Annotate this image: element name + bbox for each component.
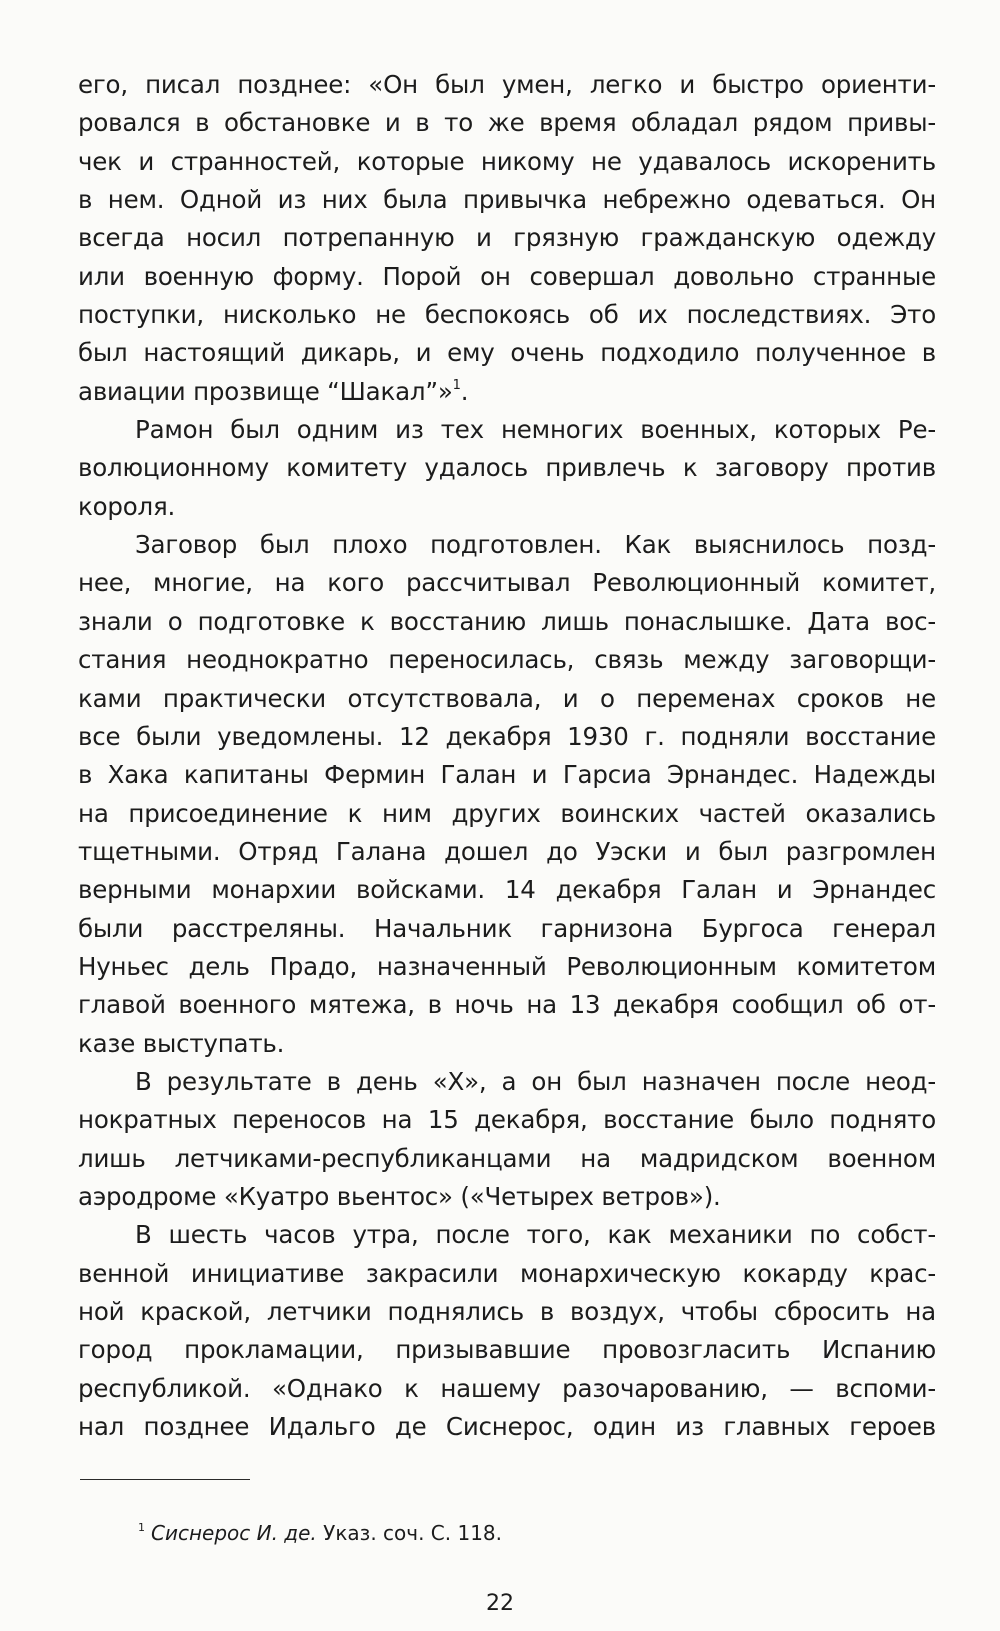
text-line: волюционному комитету удалось привлечь к заговору против (78, 453, 936, 483)
text-line: Нуньес дель Прадо, назначенный Революционным комитетом (78, 951, 936, 981)
text-line: лишь летчиками-республиканцами на мадридском военном (78, 1143, 936, 1173)
text-line: Заговор был плохо подготовлен. Как выяснилось позд- (135, 530, 936, 560)
text-line: город прокламации, призывавшие провозгласить Испанию (78, 1335, 936, 1365)
text-line: в Хака капитаны Фермин Галан и Гарсиа Эрнандес. Надежды (78, 760, 936, 790)
text-line: венной инициативе закрасили монархическую кокарду крас- (78, 1258, 936, 1288)
text-line-punctuation: . (460, 376, 469, 406)
text-line: или военную форму. Порой он совершал довольно странные (78, 261, 936, 291)
text-line: В результате в день «Х», а он был назначен после неод- (135, 1066, 936, 1096)
text-line: чек и странностей, которые никому не удавалось искоренить (78, 146, 936, 176)
text-line: знали о подготовке к восстанию лишь понаслышке. Дата вос- (78, 606, 936, 636)
text-line: Рамон был одним из тех немногих военных, которых Ре- (135, 415, 936, 445)
text-line: ками практически отсутствовала, и о переменах сроков не (78, 683, 936, 713)
text-line: В шесть часов утра, после того, как механики по собст- (135, 1220, 936, 1250)
text-line-content: авиации прозвище “Шакал”» (78, 376, 453, 406)
main-text (78, 66, 936, 1446)
text-line: республикой. «Однако к нашему разочарованию, — вспоми- (78, 1373, 936, 1403)
text-line: нал позднее Идальго де Сиснерос, один из главных героев (78, 1412, 936, 1442)
text-line (78, 373, 936, 411)
text-line: были расстреляны. Начальник гарнизона Бургоса генерал (78, 913, 936, 943)
text-line: в нем. Одной из них была привычка небрежно одеваться. Он (78, 185, 936, 215)
text-line: главой военного мятежа, в ночь на 13 декабря сообщил об от- (78, 990, 936, 1020)
text-line: поступки, нисколько не беспокоясь об их последствиях. Это (78, 300, 936, 330)
text-line: всегда носил потрепанную и грязную гражданскую одежду (78, 223, 936, 253)
text-line: был настоящий дикарь, и ему очень подходило полученное в (78, 338, 936, 368)
text-line: аэродроме «Куатро вьентос» («Четырех ветров»). (78, 1181, 721, 1211)
text-line: ровался в обстановке и в то же время обладал рядом привы- (78, 108, 936, 138)
footnote-number: 1 (138, 1521, 145, 1534)
text-line: на присоединение к ним других воинских частей оказались (78, 798, 936, 828)
text-line: нее, многие, на кого рассчитывал Революционный комитет, (78, 568, 936, 598)
text-line: казе выступать. (78, 1028, 285, 1058)
text-line: стания неоднократно переносилась, связь между заговорщи- (78, 645, 936, 675)
text-line: его, писал позднее: «Он был умен, легко и быстро ориенти- (78, 70, 936, 99)
footnote-source: Указ. соч. С. 118. (323, 1521, 503, 1545)
footnote-reference: 1 (452, 377, 461, 393)
page-number: 22 (486, 1591, 514, 1616)
text-line: тщетными. Отряд Галана дошел до Уэски и был разгромлен (78, 836, 936, 866)
text-line: ной краской, летчики поднялись в воздух, чтобы сбросить на (78, 1297, 936, 1326)
footnote-author: Сиснерос И. де. (151, 1521, 317, 1545)
footnote-divider (80, 1479, 250, 1480)
footnote (138, 1520, 502, 1546)
text-line: верными монархии войсками. 14 декабря Галан и Эрнандес (78, 875, 936, 905)
text-line: нократных переносов на 15 декабря, восстание было поднято (78, 1105, 936, 1135)
text-line: короля. (78, 491, 176, 521)
text-line: все были уведомлены. 12 декабря 1930 г. подняли восстание (78, 721, 936, 751)
